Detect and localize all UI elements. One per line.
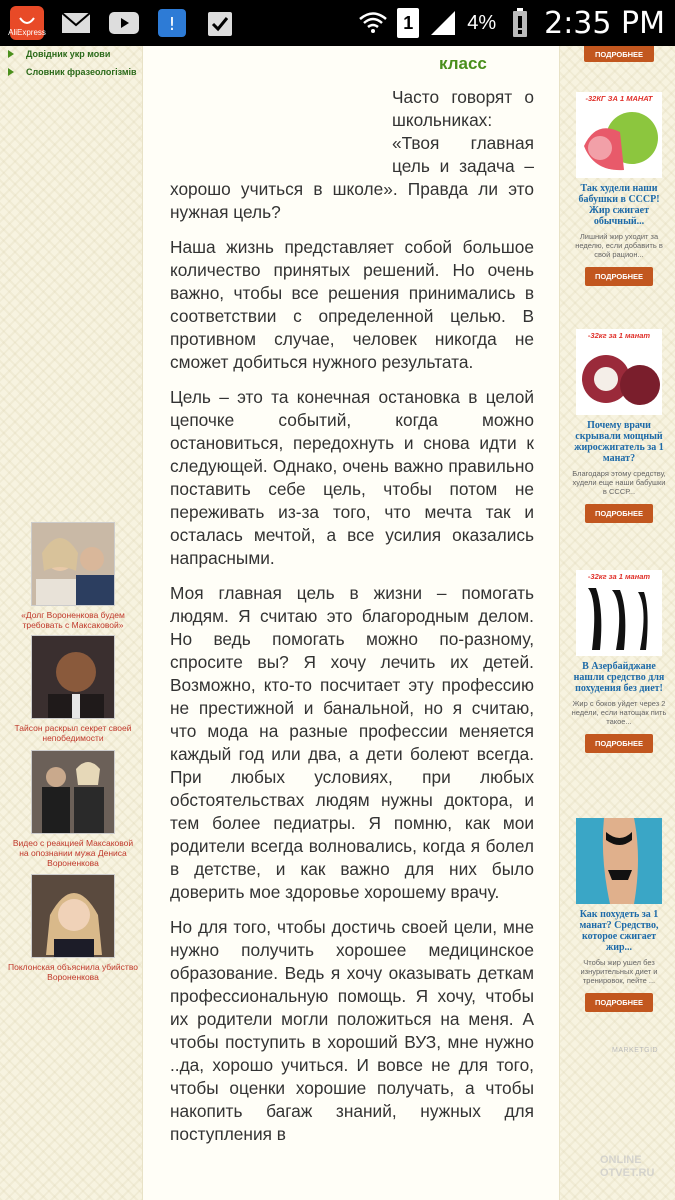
- ad-item[interactable]: [570, 92, 668, 286]
- news-caption[interactable]: Видео с реакцией Максаковой на опознании мужа Дениса Вороненкова: [12, 838, 134, 868]
- article-paragraph: Моя главная цель в жизни – помогать людям. Я считаю это благородным делом. Но ведь помогать можно по-разному, спросите вы? Я хочу лечить их детей. Возможно, кто-то посчитает эту профессию не престижной и банальной, но я считаю, что мода на разные профессии меняется каждый год или два, а дети болеют всегда. При любых условиях, при любых обстоятельствах людям нужны доктора, и тем более педиатры. Я помню, как мои родители всегда волновались, когда я болел в детстве, и как важно для них было доверить мое здоровье хорошему врачу.: [170, 583, 534, 902]
- news-thumbnail[interactable]: [31, 750, 115, 834]
- news-thumbnail[interactable]: [31, 635, 115, 719]
- float-placeholder: [170, 86, 392, 178]
- clipboard-check-icon: [204, 8, 236, 38]
- ad-image[interactable]: [576, 329, 662, 415]
- article-paragraph: Часто говорят о школьниках: «Твоя главная цель и задача – хорошо учиться в школе». Правда ли это нужная цель?: [170, 87, 534, 222]
- ad-title[interactable]: Так худели наши бабушки в СССР! Жир сжигает обычный...: [578, 183, 660, 227]
- ad-more-button[interactable]: ПОДРОБНЕЕ: [585, 734, 653, 753]
- left-sidebar: [0, 46, 142, 1200]
- nav-link-ukr-dictionary[interactable]: [0, 45, 110, 63]
- battery-icon: [504, 8, 536, 38]
- clock: 2:35 PM: [544, 5, 665, 41]
- ad-tag: -32кг за 1 манат: [587, 572, 651, 581]
- article-body: [170, 86, 534, 1158]
- right-ads-column: [560, 46, 675, 1200]
- battery-percent: 4%: [467, 11, 497, 34]
- mail-icon: [60, 8, 92, 38]
- news-caption[interactable]: Поклонская объяснила убийство Вороненкова: [8, 962, 138, 982]
- ad-item[interactable]: [570, 570, 668, 753]
- news-thumbnail[interactable]: [31, 874, 115, 958]
- ad-image[interactable]: [576, 92, 662, 178]
- ad-description: Лишний жир уходит за неделю, если добавить в свой рацион...: [575, 232, 663, 259]
- ad-tag: -32КГ ЗА 1 МАНАТ: [585, 94, 653, 103]
- wifi-icon: [357, 8, 389, 38]
- news-caption[interactable]: Тайсон раскрыл секрет своей непобедимости: [14, 723, 132, 743]
- ad-more-button[interactable]: ПОДРОБНЕЕ: [585, 504, 653, 523]
- ad-title[interactable]: В Азербайджане нашли средство для похудения без диет!: [573, 661, 665, 694]
- news-item[interactable]: [8, 750, 138, 868]
- app-icon-label: AliExpress: [8, 28, 46, 37]
- ad-title[interactable]: Почему врачи скрывали мощный жиросжигатель за 1 манат?: [574, 420, 664, 464]
- article-paragraph: Цель – это та конечная остановка в целой цепочке событий, когда можно остановиться, передохнуть и снова идти к следующей. Однако, очень важно правильно поставить себе цель, чтобы потом не переживать из-за того, что мечта так и осталась мечтой, а все усилия оказались напрасными.: [170, 387, 534, 568]
- news-item[interactable]: [8, 522, 138, 630]
- sim-indicator: 1: [397, 8, 419, 38]
- bullet-arrow-icon: [8, 68, 14, 76]
- aliexpress-app-icon: [10, 6, 44, 40]
- ad-more-button[interactable]: ПОДРОБНЕЕ: [585, 993, 653, 1012]
- foursquare-icon: [156, 8, 188, 38]
- ad-description: Благодаря этому средству, худели еще наши бабушки в СССР...: [572, 469, 666, 496]
- watermark-line: ONLINE: [600, 1154, 642, 1166]
- ad-item[interactable]: [570, 818, 668, 1012]
- site-watermark: [560, 1148, 675, 1196]
- ad-image[interactable]: [576, 570, 662, 656]
- ad-network-attribution: MARKETGID: [612, 1047, 659, 1054]
- news-item[interactable]: [8, 874, 138, 982]
- svg-text:!: !: [168, 14, 176, 35]
- news-thumbnail[interactable]: [31, 522, 115, 606]
- ad-item[interactable]: [570, 329, 668, 523]
- news-item[interactable]: [8, 635, 138, 743]
- news-caption[interactable]: «Долг Вороненкова будем требовать с Максаковой»: [21, 610, 125, 630]
- ad-description: Жир с боков уйдет через 2 недели, если натощак пить такое...: [571, 699, 667, 726]
- youtube-icon: [108, 8, 140, 38]
- ad-more-button[interactable]: ПОДРОБНЕЕ: [585, 267, 653, 286]
- status-bar: [0, 0, 675, 46]
- nav-link-label: Словник фразеологізмів: [26, 67, 137, 77]
- ad-image[interactable]: [576, 818, 662, 904]
- article-paragraph: Наша жизнь представляет собой большое количество принятых решений. Но очень важно, чтобы все решения принимались в соответствии с определенной целью. В противном случае, человек никогда не сможет добиться нужного результата.: [170, 237, 534, 372]
- article-paragraph: Но для того, чтобы достичь своей цели, мне нужно получить хорошее медицинское образование. Ведь я хочу оказывать деткам профессиональную помощь. Я хочу, чтобы их родители могли положиться на меня. А чтобы поступить в хороший ВУЗ, мне нужно ..да, хорошо учиться. И вовсе не для того, чтобы оценки хорошие получать, а чтобы накопить багаж знаний, нужных для поступления в: [170, 917, 534, 1144]
- watermark-line: OTVET.RU: [600, 1167, 655, 1179]
- ad-description: Чтобы жир ушел без изнурительных диет и тренировок, пейте ...: [580, 958, 658, 985]
- bullet-arrow-icon: [8, 50, 14, 58]
- article-heading: класс: [439, 54, 487, 73]
- ad-title[interactable]: Как похудеть за 1 манат? Средство, которое сжигает жир...: [579, 909, 659, 953]
- nav-link-label: Довідник укр мови: [26, 49, 111, 59]
- ad-more-button[interactable]: ПОДРОБНЕЕ: [584, 46, 654, 62]
- nav-link-phraseology[interactable]: [0, 63, 137, 81]
- article-column: [142, 46, 560, 1200]
- ad-tag: -32кг за 1 манат: [587, 331, 651, 340]
- signal-icon: [427, 8, 459, 38]
